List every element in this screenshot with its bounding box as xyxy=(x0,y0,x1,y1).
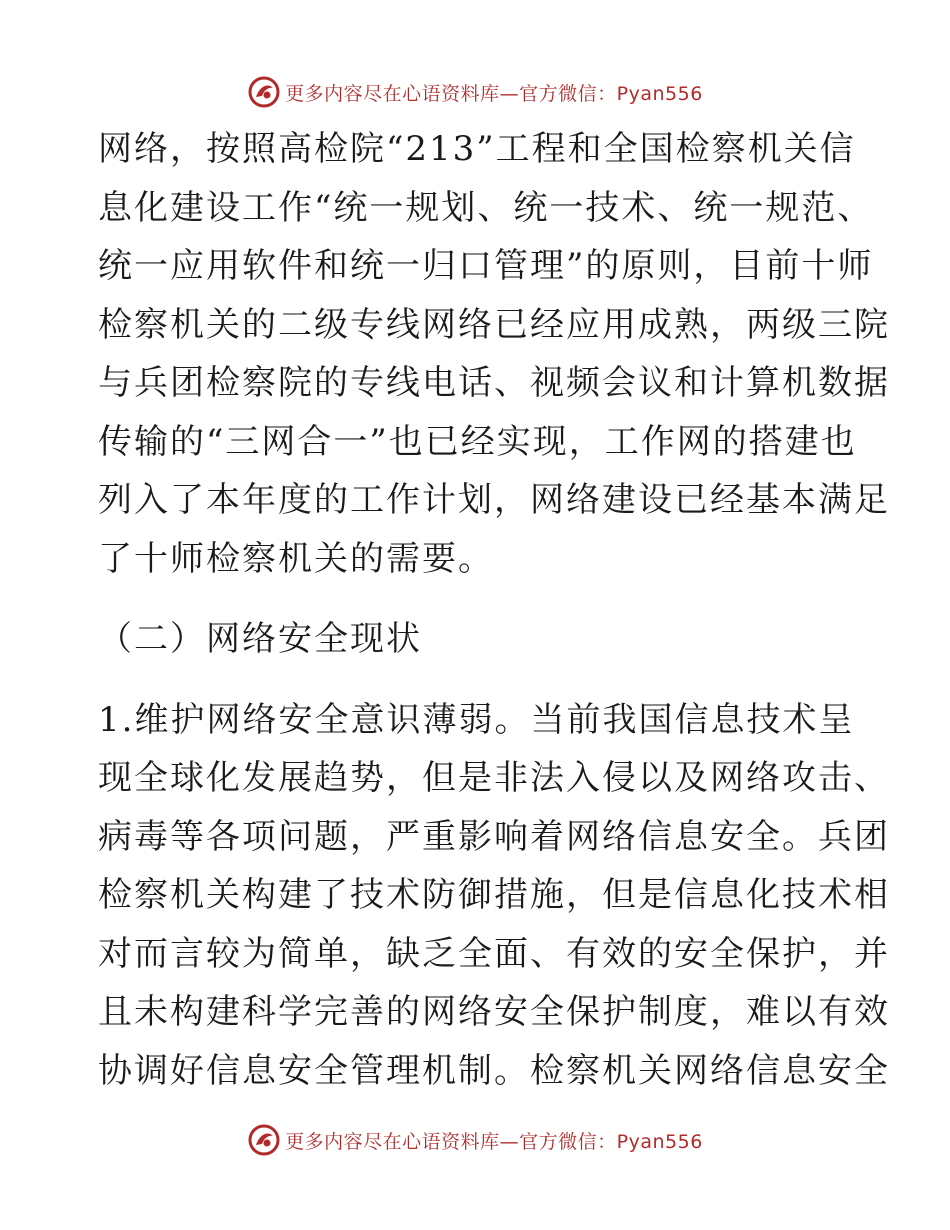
red-swirl-logo-icon xyxy=(247,1123,281,1157)
paragraph-1 xyxy=(98,120,890,588)
text-line: 息化建设工作“统一规划、统一技术、统一规范、 xyxy=(98,187,874,228)
text-line: 网络，按照高检院“213”工程和全国检察机关信 xyxy=(98,129,856,169)
text-line: 对而言较为简单，缺乏全面、有效的安全保护，并 xyxy=(98,933,890,974)
text-line: 检察机关构建了技术防御措施，但是信息化技术相 xyxy=(98,875,890,915)
text-line: 且未构建科学完善的网络安全保护制度，难以有效 xyxy=(98,992,890,1032)
header-banner-text: 更多内容尽在心语资料库—官方微信：Pyan556 xyxy=(285,82,703,105)
text-line: 了十师检察机关的需要。 xyxy=(98,538,494,579)
text-line: 1.维护网络安全意识薄弱。当前我国信息技术呈 xyxy=(98,699,855,740)
text-line: 协调好信息安全管理机制。检察机关网络信息安全 xyxy=(98,1050,890,1091)
header-banner xyxy=(0,72,950,112)
text-line: 检察机关的二级专线网络已经应用成熟，两级三院 xyxy=(98,304,890,345)
footer-banner xyxy=(0,1120,950,1160)
text-line: 与兵团检察院的专线电话、视频会议和计算机数据 xyxy=(98,363,890,403)
section-heading: （二）网络安全现状 xyxy=(98,619,422,659)
text-line: 病毒等各项问题，严重影响着网络信息安全。兵团 xyxy=(98,816,890,857)
paragraph-2 xyxy=(98,691,890,1101)
text-line: 现全球化发展趋势，但是非法入侵以及网络攻击、 xyxy=(98,758,890,798)
document-body xyxy=(98,120,890,1100)
text-line: 统一应用软件和统一归口管理”的原则，目前十师 xyxy=(98,246,874,286)
text-line: 列入了本年度的工作计划，网络建设已经基本满足 xyxy=(98,480,890,520)
footer-banner-text: 更多内容尽在心语资料库—官方微信：Pyan556 xyxy=(285,1130,703,1153)
text-line: 传输的“三网合一”也已经实现，工作网的搭建也 xyxy=(98,421,857,462)
red-swirl-logo-icon xyxy=(247,75,281,109)
